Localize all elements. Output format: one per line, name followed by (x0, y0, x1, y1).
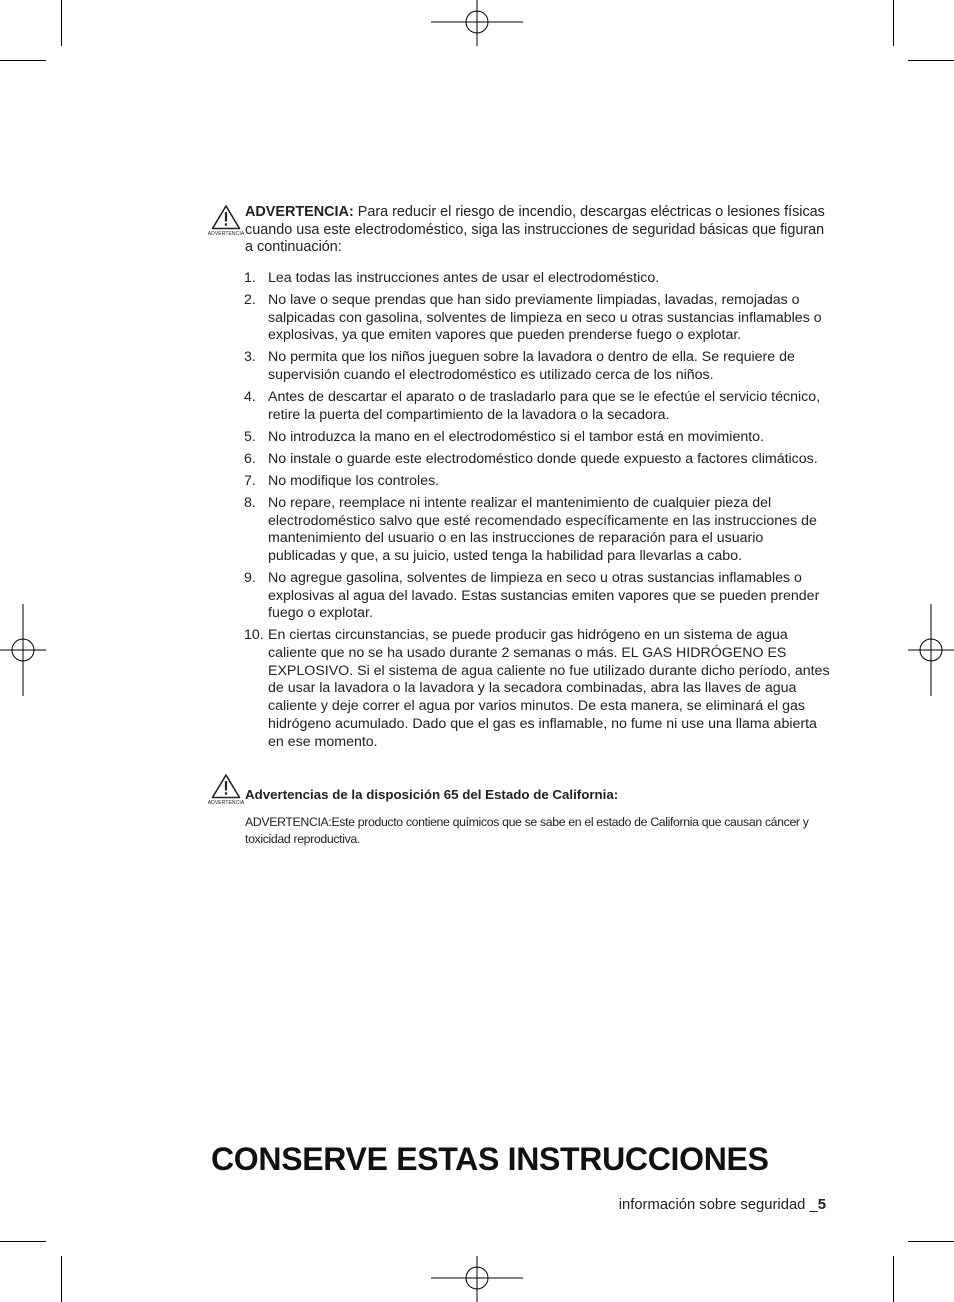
item-text: Antes de descartar el aparato o de trasladarlo para que se le efectúe el servicio técnico, retire la puerta del compartimiento de la lavadora o la secadora. (268, 389, 821, 423)
list-item (244, 495, 830, 566)
item-number: 7. (244, 472, 256, 489)
item-number: 3. (244, 349, 256, 366)
item-text: No permita que los niños jueguen sobre la lavadora o dentro de ella. Se requiere de supervisión cuando el electrodoméstico es utilizado cerca de los niños. (268, 349, 795, 384)
registration-mark-bottom (431, 1256, 523, 1302)
page-footer (619, 1197, 826, 1213)
warning-intro-text (245, 204, 826, 257)
item-text: No instale o guarde este electrodoméstico donde quede expuesto a factores climáticos. (268, 450, 818, 467)
list-item (244, 627, 830, 751)
crop-mark (908, 1241, 954, 1242)
warning-label: ADVERTENCIA: (245, 204, 354, 220)
crop-mark (893, 0, 894, 46)
page-number: 5 (817, 1197, 826, 1213)
list-item (244, 429, 830, 447)
list-item (244, 292, 830, 345)
page-title: CONSERVE ESTAS INSTRUCCIONES (211, 1141, 769, 1177)
warning-intro-body: Para reducir el riesgo de incendio, descargas eléctricas o lesiones físicas cuando usa este electrodoméstico, siga las instrucciones de seguridad básicas que figuran a continuación: (245, 204, 825, 256)
warning-symbol (206, 204, 246, 237)
warning-triangle-icon (211, 204, 241, 230)
item-number: 9. (244, 569, 256, 586)
safety-instructions-list (244, 270, 830, 756)
crop-mark (0, 60, 46, 61)
item-number: 4. (244, 389, 256, 406)
warning-caption: ADVERTENCIA (207, 231, 245, 237)
warning-caption: ADVERTENCIA (207, 800, 245, 806)
item-text: Lea todas las instrucciones antes de usar el electrodoméstico. (268, 270, 660, 286)
list-item (244, 473, 830, 491)
item-text: No modifique los controles. (268, 472, 440, 489)
warning-triangle-icon (211, 773, 241, 799)
item-number: 5. (244, 428, 256, 445)
item-text: No agregue gasolina, solventes de limpieza en seco u otras sustancias inflamables o explosivas al agua del lavado. Estas sustancias emiten vapores que se pueden prender fuego o explotar. (268, 569, 820, 622)
registration-mark-left (0, 604, 46, 696)
registration-mark-top (431, 0, 523, 46)
item-text: No repare, reemplace ni intente realizar el mantenimiento de cualquier pieza del electrodoméstico salvo que esté recomendado específicamente en las instrucciones de mantenimiento del usuario o en las instrucciones de reparación para el usuario publicadas y que, a su juicio, usted tenga la habilidad para llevarlas a cabo. (268, 494, 817, 564)
item-text: En ciertas circunstancias, se puede producir gas hidrógeno en un sistema de agua caliente que no se ha usado durante 2 semanas o más. EL GAS HIDRÓGENO ES EXPLOSIVO. Si el sistema de agua caliente no fue utilizado durante dicho período, antes de usar la lavadora o la lavadora y la secadora combinadas, abra las llaves de agua caliente y deje correr el agua por varios minutos. De esta manera, se eliminará el gas hidrógeno acumulado. Dado que el gas es inflamable, no fume ni use una llama abierta en ese momento. (268, 627, 830, 750)
list-item (244, 349, 830, 384)
item-number: 6. (244, 450, 256, 467)
item-number: 8. (244, 494, 256, 511)
item-number: 1. (244, 270, 256, 286)
warning-intro (206, 204, 826, 257)
list-item (244, 270, 830, 288)
item-number: 10. (244, 627, 264, 644)
prop65-text: ADVERTENCIA:Este producto contiene químicos que se sabe en el estado de California que causan cáncer y toxicidad reproductiva. (245, 815, 809, 846)
list-item (244, 389, 830, 424)
list-item (244, 451, 830, 469)
prop65-warning (206, 773, 826, 805)
crop-mark (893, 1256, 894, 1302)
crop-mark (908, 60, 954, 61)
prop65-title: Advertencias de la disposición 65 del Estado de California: (245, 787, 619, 802)
item-text: No lave o seque prendas que han sido previamente limpiadas, lavadas, remojadas o salpicadas con gasolina, solventes de limpieza en seco u otras sustancias inflamables o explosivas, ya que emiten vapores que pueden prenderse fuego o explotar. (268, 292, 822, 344)
warning-symbol (206, 773, 246, 806)
crop-mark (61, 1256, 62, 1302)
list-item (244, 570, 830, 623)
crop-mark (0, 1241, 46, 1242)
footer-section-label: información sobre seguridad _ (618, 1197, 818, 1213)
prop65-heading-wrap (245, 773, 826, 805)
registration-mark-right (908, 604, 954, 696)
item-text: No introduzca la mano en el electrodoméstico si el tambor está en movimiento. (268, 428, 765, 445)
item-number: 2. (244, 292, 256, 308)
crop-mark (61, 0, 62, 46)
